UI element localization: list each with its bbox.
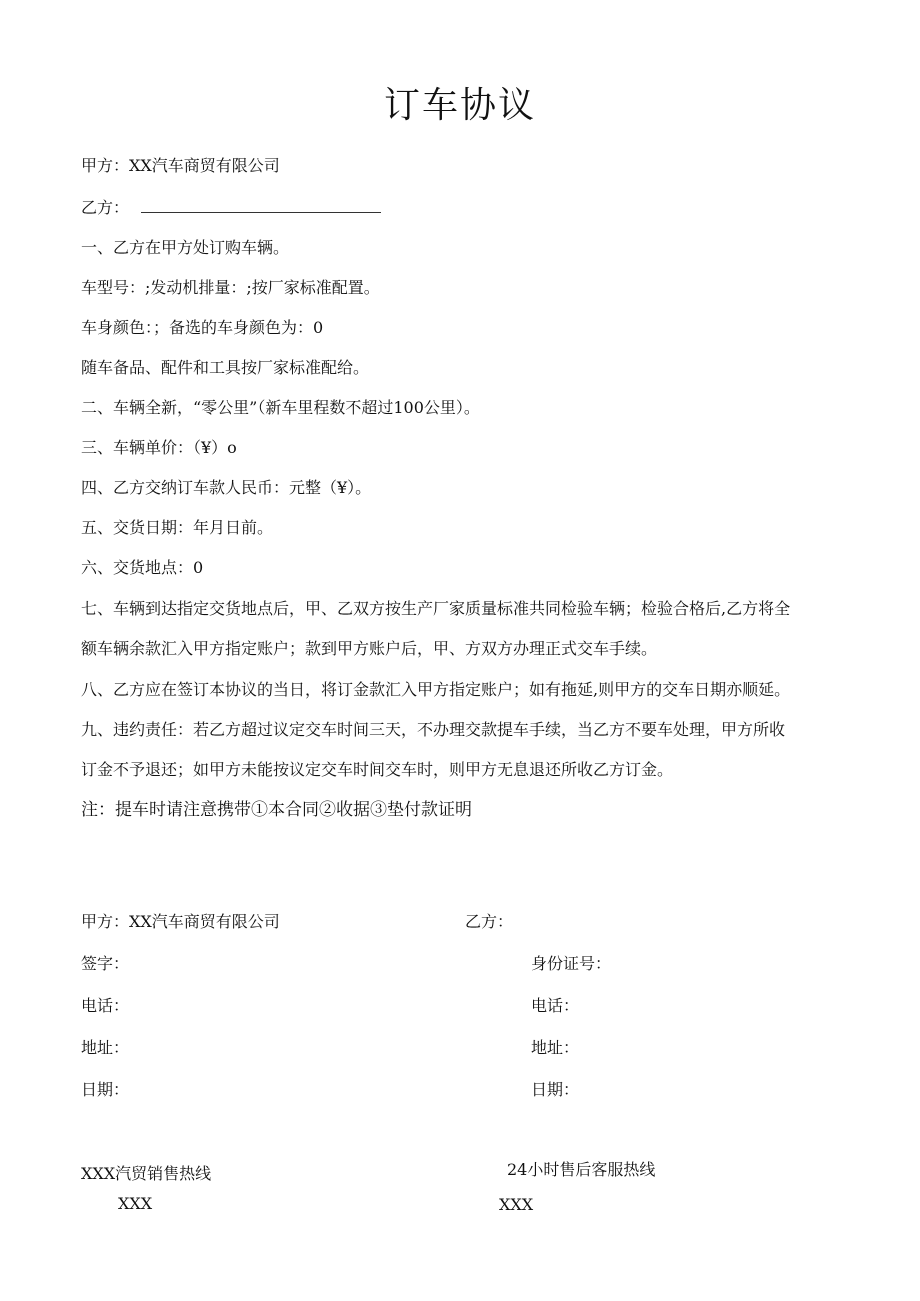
clause-color: 车身颜色：；备选的车身颜色为：0 bbox=[81, 318, 324, 337]
clause-7-line-1: 七、车辆到达指定交货地点后，甲、乙双方按生产厂家质量标准共同检验车辆；检验合格后,乙方将全 bbox=[81, 599, 791, 618]
sig-b-id: 身份证号： bbox=[531, 954, 612, 973]
service-number: XXX bbox=[499, 1195, 534, 1214]
sig-a-address: 地址： bbox=[81, 1038, 130, 1057]
clause-2: 二、车辆全新，“零公里”（新车里程数不超过100公里）。 bbox=[81, 398, 480, 417]
clause-3: 三、车辆单价：（¥）o bbox=[81, 438, 237, 457]
party-a-line: 甲方：XX汽车商贸有限公司 bbox=[81, 156, 280, 175]
clause-7-line-2: 额车辆余款汇入甲方指定账户；款到甲方账户后，甲、方双方办理正式交车手续。 bbox=[81, 639, 658, 658]
service-hotline: 24小时售后客服热线 bbox=[507, 1160, 656, 1179]
sig-party-b: 乙方： bbox=[465, 912, 514, 931]
party-b-line bbox=[81, 197, 381, 219]
document-title: 订车协议 bbox=[383, 85, 536, 126]
note-line: 注：提车时请注意携带①本合同②收据③垫付款证明 bbox=[81, 800, 472, 820]
sig-b-address: 地址： bbox=[531, 1038, 580, 1057]
sales-number: XXX bbox=[118, 1194, 153, 1213]
sig-a-phone: 电话： bbox=[81, 996, 130, 1015]
sig-b-phone: 电话： bbox=[531, 996, 580, 1015]
clause-8: 八、乙方应在签订本协议的当日，将订金款汇入甲方指定账户；如有拖延,则甲方的交车日期亦顺延。 bbox=[81, 680, 791, 699]
clause-accessories: 随车备品、配件和工具按厂家标准配给。 bbox=[81, 358, 370, 377]
clause-6: 六、交货地点：0 bbox=[81, 558, 204, 577]
sig-party-a: 甲方：XX汽车商贸有限公司 bbox=[81, 912, 280, 931]
clause-4: 四、乙方交纳订车款人民币：元整（¥）。 bbox=[81, 478, 372, 497]
party-b-label: 乙方： bbox=[81, 198, 130, 217]
sales-hotline: XXX汽贸销售热线 bbox=[81, 1164, 212, 1183]
clause-9-line-1: 九、违约责任：若乙方超过议定交车时间三天，不办理交款提车手续，当乙方不要车处理，甲方所收 bbox=[81, 720, 786, 739]
party-b-blank[interactable] bbox=[141, 198, 381, 213]
clause-1: 一、乙方在甲方处订购车辆。 bbox=[81, 238, 290, 257]
sig-a-date: 日期： bbox=[81, 1080, 130, 1099]
sig-b-date: 日期： bbox=[531, 1080, 580, 1099]
clause-9-line-2: 订金不予退还；如甲方未能按议定交车时间交车时，则甲方无息退还所收乙方订金。 bbox=[81, 760, 674, 779]
sig-a-sign: 签字： bbox=[81, 954, 130, 973]
clause-5: 五、交货日期：年月日前。 bbox=[81, 518, 274, 537]
clause-model: 车型号：;发动机排量：;按厂家标准配置。 bbox=[81, 278, 380, 297]
